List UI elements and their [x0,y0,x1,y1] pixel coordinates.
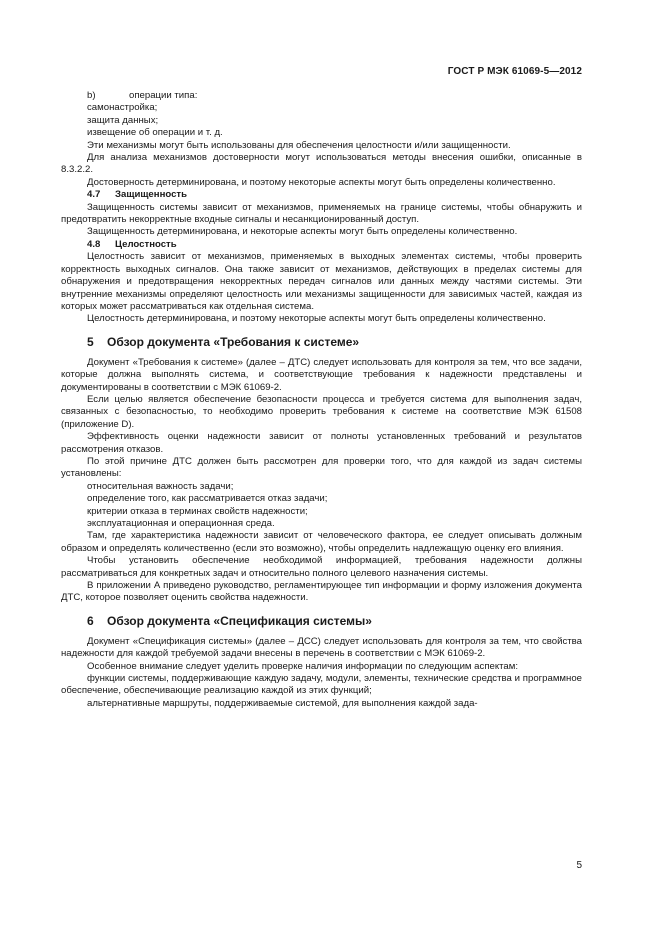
section-title: Обзор документа «Спецификация системы» [107,613,372,628]
paragraph: По этой причине ДТС должен быть рассмотрен для проверки того, что для каждой из задач системы установлены: [61,455,582,480]
paragraph: Документ «Спецификация системы» (далее – ДСС) следует использовать для контроля за тем, что свойства надежности для каждой требуемой задачи внесены в перечень в соответствии с МЭК 61069-2. [61,635,582,660]
paragraph: Эти механизмы могут быть использованы для обеспечения целостности и/или защищенности. [87,139,511,151]
section-number: 5 [87,334,94,349]
paragraph: альтернативные маршруты, поддерживаемые системой, для выполнения каждой зада- [87,697,478,709]
paragraph: Особенное внимание следует уделить проверке наличия информации по следующим аспектам: [87,660,519,672]
list-item: самонастройка; [87,102,158,114]
list-item: критерии отказа в терминах свойств надежности; [87,505,308,517]
page-number: 5 [576,860,582,871]
paragraph: Целостность зависит от механизмов, применяемых в выходных элементах системы, чтобы проверить корректность выходных сигналов. Она также зависит от механизмов, действующих в пределах системы для обнаружения и предотвращения некорректных передач сигналов или данных между частями системы. Эти внутренние механизмы определяют целостность или механизмы защищенности для зависимых частей, каждая из которых может рассматриваться как отдельная система. [61,251,582,312]
list-item: относительная важность задачи; [87,480,234,492]
list-item: эксплуатационная и операционная среда. [87,518,275,529]
subsection-title: Целостность [115,238,177,250]
list-marker: b) [87,90,96,101]
list-item: извещение об операции и т. д. [87,127,223,139]
subsection-title: Защищенность [115,189,188,201]
list-item: определение того, как рассматривается отказ задачи; [87,493,328,505]
list-item-b [61,90,582,102]
paragraph: Если целью является обеспечение безопасности процесса и требуется система для выполнения задач, связанных с безопасностью, то необходимо проверить требования к системе на соответствие МЭК 61508 (приложение D). [61,393,582,430]
paragraph: Там, где характеристика надежности зависит от человеческого фактора, ее следует описывать должным образом и определять количественно (если это возможно), чтобы определить надлежащую оценку его влияния. [61,530,582,554]
paragraph: Достоверность детерминирована, и поэтому некоторые аспекты могут быть определены количественно. [87,176,556,188]
list-item-text: операции типа: [129,90,198,101]
subsection-heading-4-8 [61,239,582,251]
paragraph: Документ «Требования к системе» (далее – ДТС) следует использовать для контроля за тем, что все задачи, которые должна выполнять система, и соответствующие требования к надежности представлены и документированы в соответствии с МЭК 61069-2. [61,356,582,393]
paragraph: Целостность детерминирована, и поэтому некоторые аспекты могут быть определены количественно. [87,313,546,325]
list-item: защита данных; [87,114,159,126]
paragraph: функции системы, поддерживающие каждую задачу, модули, элементы, технические средства и программное обеспечение, обеспечивающие реализацию каждой из этих функций; [61,673,582,697]
subsection-number: 4.7 [87,189,101,201]
paragraph: Для анализа механизмов достоверности могут использоваться методы внесения ошибки, описанные в 8.3.2.2. [61,152,582,176]
paragraph: Защищенность детерминирована, и некоторые аспекты могут быть определены количественно. [87,226,518,238]
section-title: Обзор документа «Требования к системе» [107,334,360,349]
section-heading-5 [61,335,582,349]
paragraph: Чтобы установить обеспечение необходимой информацией, требования надежности должны рассматриваться для конкретных задач и относительно полного целевого назначения системы. [61,555,582,579]
section-heading-6 [61,614,582,628]
paragraph: Эффективность оценки надежности зависит от полноты установленных требований и результатов рассмотрения отказов. [61,431,582,455]
page-body [61,90,582,710]
subsection-number: 4.8 [87,238,101,250]
document-code: ГОСТ Р МЭК 61069-5—2012 [447,66,582,77]
section-number: 6 [87,613,94,628]
paragraph: Защищенность системы зависит от механизмов, применяемых на границе системы, чтобы обнаружить и предотвратить некорректные входные сигналы и несанкционированный доступ. [61,201,582,226]
subsection-heading-4-7 [61,189,582,201]
paragraph: В приложении А приведено руководство, регламентирующее тип информации и форму изложения документа ДТС, которое позволяет оценить свойства надежности. [61,580,582,604]
